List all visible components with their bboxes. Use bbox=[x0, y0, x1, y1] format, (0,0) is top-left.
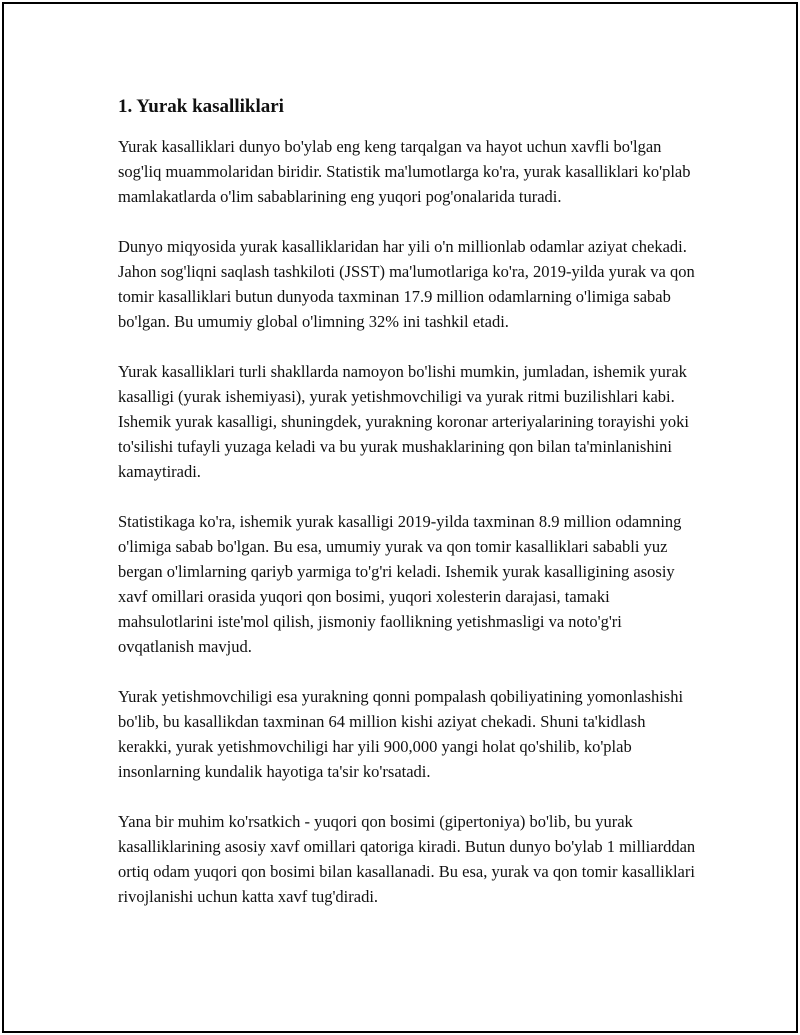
section-heading: 1. Yurak kasalliklari bbox=[118, 96, 284, 117]
document-content bbox=[118, 94, 698, 934]
paragraph: Yurak yetishmovchiligi esa yurakning qonni pompalash qobiliyatining yomonlashishi bo'lib, bu kasallikdan taxminan 64 million kishi aziyat chekadi. Shuni ta'kidlash kerakki, yurak yetishmovchiligi har yili 900,000 yangi holat qo'shilib, ko'plab insonlarning kundalik hayotiga ta'sir ko'rsatadi. bbox=[118, 687, 684, 781]
document-page bbox=[2, 2, 798, 1033]
paragraph: Dunyo miqyosida yurak kasalliklaridan har yili o'n millionlab odamlar aziyat chekadi. Jahon sog'liqni saqlash tashkiloti (JSST) ma'lumotlariga ko'ra, 2019-yilda yurak va qon tomir kasalliklari butun dunyoda taxminan 17.9 million odamlarning o'limiga sabab bo'lgan. Bu umumiy global o'limning 32% ini tashkil etadi. bbox=[118, 237, 695, 331]
paragraph: Yurak kasalliklari dunyo bo'ylab eng keng tarqalgan va hayot uchun xavfli bo'lgan sog'liq muammolaridan biridir. Statistik ma'lumotlarga ko'ra, yurak kasalliklari ko'plab mamlakatlarda o'lim sabablarining eng yuqori pog'onalarida turadi. bbox=[118, 137, 691, 206]
paragraph: Yana bir muhim ko'rsatkich - yuqori qon bosimi (gipertoniya) bo'lib, bu yurak kasalliklarining asosiy xavf omillari qatoriga kiradi. Butun dunyo bo'ylab 1 milliarddan ortiq odam yuqori qon bosimi bilan kasallanadi. Bu esa, yurak va qon tomir kasalliklari rivojlanishi uchun katta xavf tug'diradi. bbox=[118, 812, 696, 906]
paragraph: Statistikaga ko'ra, ishemik yurak kasalligi 2019-yilda taxminan 8.9 million odamning o'limiga sabab bo'lgan. Bu esa, umumiy yurak va qon tomir kasalliklari sababli yuz bergan o'limlarning qariyb yarmiga to'g'ri keladi. Ishemik yurak kasalligining asosiy xavf omillari orasida yuqori qon bosimi, yuqori xolesterin darajasi, tamaki mahsulotlarini iste'mol qilish, jismoniy faollikning yetishmasligi va noto'g'ri ovqatlanish mavjud. bbox=[118, 512, 682, 656]
paragraph: Yurak kasalliklari turli shakllarda namoyon bo'lishi mumkin, jumladan, ishemik yurak kasalligi (yurak ishemiyasi), yurak yetishmovchiligi va yurak ritmi buzilishlari kabi. Ishemik yurak kasalligi, shuningdek, yurakning koronar arteriyalarining torayishi yoki to'silishi tufayli yuzaga keladi va bu yurak mushaklarining qon bilan ta'minlanishini kamaytiradi. bbox=[118, 362, 689, 481]
